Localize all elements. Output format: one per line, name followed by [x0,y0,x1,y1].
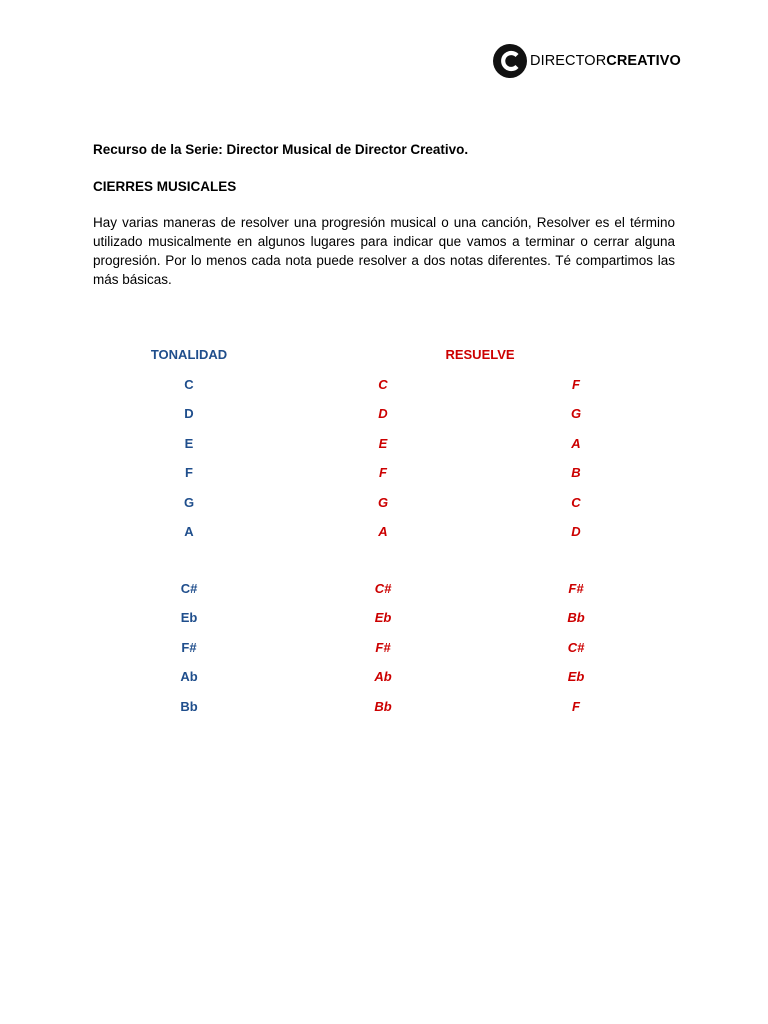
logo-text-bold: CREATIVO [606,53,681,69]
resuelve-cell: F [572,698,580,714]
tonalidad-cell: G [183,494,195,510]
resuelve-cell: C# [567,639,585,655]
header-tonalidad: TONALIDAD [150,347,228,362]
tonalidad-cell: D [184,406,194,422]
resuelve-cell: F# [375,639,391,655]
tonalidad-cell: Bb [180,698,198,714]
director-creativo-logo [493,44,681,78]
resuelve-cell: Eb [567,669,585,685]
resuelve-cell: B [571,465,581,481]
resuelve-cell: Bb [374,698,392,714]
series-title: Recurso de la Serie: Director Musical de Director Creativo. [93,142,469,157]
resuelve-cell: C [378,377,388,392]
tonalidad-cell: C# [180,581,198,596]
resuelve-cell: F [572,377,580,392]
resuelve-cell: C# [374,581,392,596]
header-resuelve: RESUELVE [445,347,515,362]
resuelve-cell: Ab [374,669,392,685]
resuelve-cell: A [571,435,581,451]
resuelve-cell: Eb [374,610,392,626]
tonalidad-cell: Eb [180,610,198,626]
resuelve-cell: G [377,494,389,510]
resuelve-cell: F [379,465,387,481]
tonalidad-cell: E [184,435,194,451]
tonalidad-cell: C [184,377,194,392]
section-title: CIERRES MUSICALES [93,179,237,194]
resuelve-cell: C [571,494,581,510]
resuelve-cell: F# [568,581,584,596]
resuelve-cell: D [571,524,581,539]
tonalidad-cell: F [185,465,193,481]
logo-mark-icon [493,44,527,78]
resuelve-cell: D [378,406,388,422]
intro-paragraph: Hay varias maneras de resolver una progresión musical o una canción, Resolver es el término utilizado musicalmente en algunos lugares para indicar que vamos a terminar o cerrar alguna progresión. Por lo menos cada nota puede resolver a dos notas diferentes. Té compartimos las más básicas. [93,215,675,287]
resuelve-cell: A [378,524,388,539]
tonalidad-cell: A [184,524,194,539]
logo-wordmark [530,53,681,69]
tonalidad-cell: Ab [180,669,198,685]
resuelve-cell: Bb [567,610,585,626]
resuelve-cell: G [570,406,582,422]
resuelve-cell: E [378,435,388,451]
logo-text-light: DIRECTOR [530,53,607,69]
tonalidad-cell: F# [181,639,197,655]
